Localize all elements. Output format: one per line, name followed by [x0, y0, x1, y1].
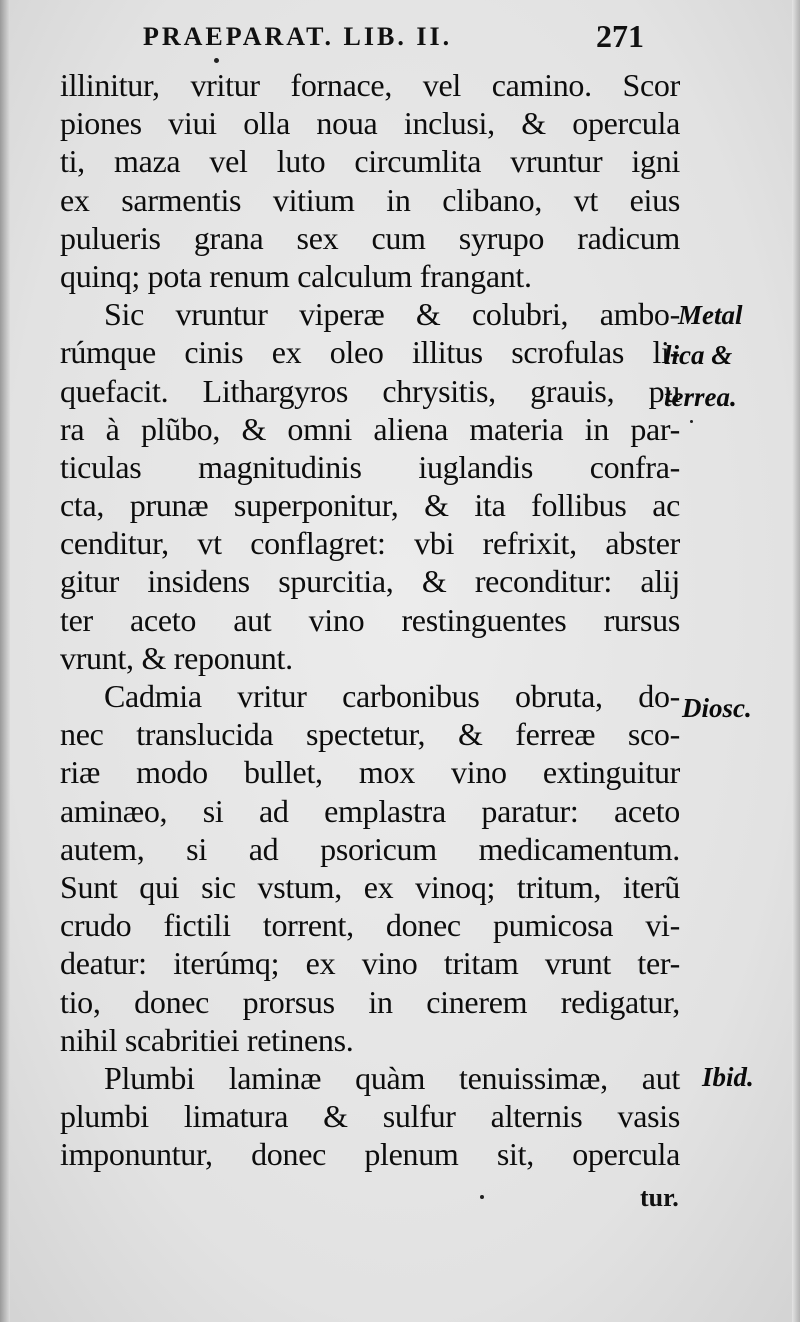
text-line: tio, donec prorsus in cinerem redigatur,: [60, 983, 680, 1020]
page-edge-left: [0, 0, 10, 1322]
margin-note-diosc: Diosc.: [682, 693, 752, 723]
text-line: aminæo, si ad emplastra paratur: aceto: [60, 792, 680, 829]
text-line: Plumbi laminæ quàm tenuissimæ, aut: [104, 1059, 680, 1096]
body-text: [60, 66, 680, 1173]
margin-note-ibid: Ibid.: [702, 1062, 754, 1092]
ink-speck: [214, 58, 219, 63]
text-line: plumbi limatura & sulfur alternis vasis: [60, 1098, 680, 1135]
text-line: nihil scabritiei retinens.: [60, 1021, 354, 1058]
text-line: ra à plũbo, & omni aliena materia in par-: [60, 410, 680, 447]
text-line: Sic vruntur viperæ & colubri, ambo-: [104, 296, 680, 333]
text-line: deatur: iterúmq; ex vino tritam vrunt ter-: [60, 945, 680, 982]
text-line: quinq; pota renum calculum frangant.: [60, 257, 532, 294]
text-line: illinitur, vritur fornace, vel camino. Scor: [60, 67, 680, 103]
text-line: crudo fictili torrent, donec pumicosa vi-: [60, 907, 680, 944]
margin-note-terrea: terrea.: [664, 382, 737, 412]
text-line: quefacit. Lithargyros chrysitis, grauis, pu: [60, 372, 680, 409]
text-line: cenditur, vt conflagret: vbi refrixit, abster: [60, 525, 680, 562]
text-line: vrunt, & reponunt.: [60, 639, 293, 676]
ink-speck: [480, 1195, 484, 1199]
text-line: gitur insidens spurcitia, & reconditur: alij: [60, 563, 680, 600]
text-line: pulueris grana sex cum syrupo radicum: [60, 219, 680, 256]
ink-speck: [690, 420, 693, 423]
margin-note-lica: lica &: [664, 340, 733, 370]
text-line: piones viui olla noua inclusi, & opercula: [60, 105, 680, 142]
page-edge-right: [792, 0, 800, 1322]
text-line: autem, si ad psoricum medicamentum.: [60, 830, 680, 867]
text-line: riæ modo bullet, mox vino extinguitur: [60, 754, 680, 791]
text-line: cta, prunæ superponitur, & ita follibus ac: [60, 487, 680, 524]
page-number: 271: [596, 18, 644, 54]
catchword: tur.: [640, 1183, 679, 1212]
text-line: ex sarmentis vitium in clibano, vt eius: [60, 181, 680, 218]
running-head: PRAEPARAT. LIB. II.: [143, 22, 453, 51]
text-line: ticulas magnitudinis iuglandis confra-: [60, 448, 680, 485]
text-line: nec translucida spectetur, & ferreæ sco-: [60, 716, 680, 753]
text-line: rúmque cinis ex oleo illitus scrofulas li-: [60, 334, 680, 371]
text-line: ti, maza vel luto circumlita vruntur igni: [60, 143, 680, 180]
page-header: [0, 18, 800, 58]
text-line: ter aceto aut vino restinguentes rursus: [60, 601, 680, 638]
text-line: Cadmia vritur carbonibus obruta, do-: [104, 678, 680, 714]
text-line: Sunt qui sic vstum, ex vinoq; tritum, iterũ: [60, 868, 680, 905]
margin-note-metal: Metal: [678, 300, 743, 330]
text-line: imponuntur, donec plenum sit, opercula: [60, 1136, 680, 1173]
